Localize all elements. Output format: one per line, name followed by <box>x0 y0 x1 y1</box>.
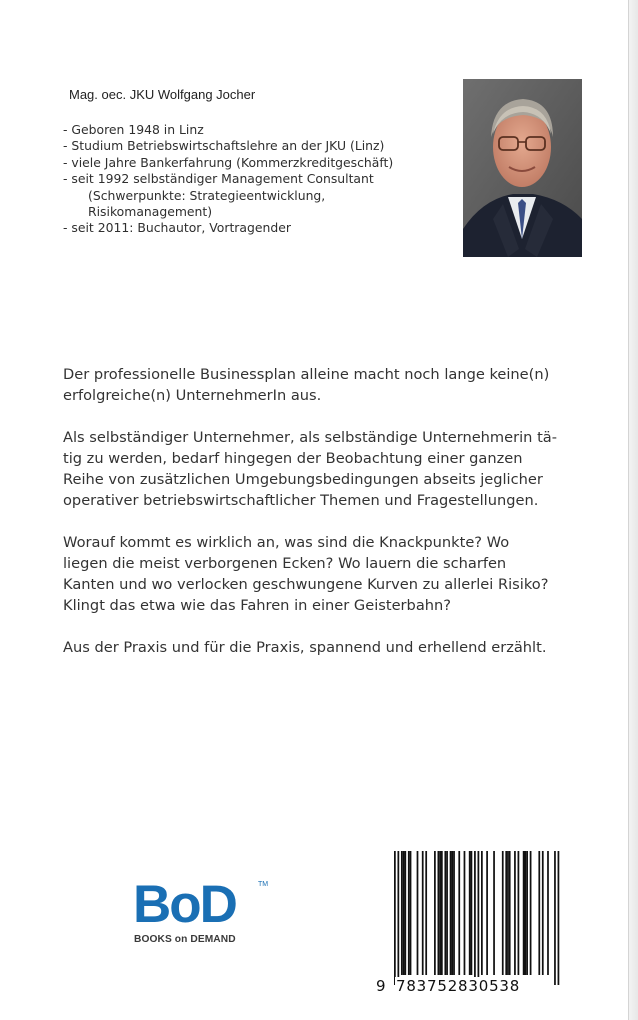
blurb-line: Worauf kommt es wirklich an, was sind die Knackpunkte? Wo <box>63 534 510 551</box>
barcode-bar <box>410 851 412 975</box>
barcode-bar <box>404 851 406 975</box>
bio-item-continuation: (Schwerpunkte: Strategieentwicklung, <box>88 187 326 203</box>
barcode-bar <box>525 851 527 975</box>
barcode-bar <box>554 851 556 985</box>
barcode-bar <box>469 851 471 975</box>
blurb-line: Klingt das etwa wie das Fahren in einer Geisterbahn? <box>63 597 452 614</box>
trademark-symbol: TM <box>258 881 269 888</box>
page-edge <box>628 0 638 1020</box>
bio-item: - Geboren 1948 in Linz <box>63 122 204 137</box>
blurb-line: Als selbständiger Unternehmer, als selbständige Unternehmerin tä- <box>63 429 557 446</box>
barcode-bar <box>425 851 427 975</box>
barcode-bar <box>505 851 507 975</box>
barcode-bar <box>453 851 455 975</box>
bio-item: - viele Jahre Bankerfahrung (Kommerzkreditgeschäft) <box>63 154 394 170</box>
barcode-bar <box>502 851 504 975</box>
barcode-bar <box>408 851 410 975</box>
barcode-bar <box>397 851 399 985</box>
barcode-bars <box>376 851 568 997</box>
barcode-bar <box>493 851 495 975</box>
blurb-line: erfolgreiche(n) UnternehmerIn aus. <box>63 387 322 404</box>
bio-item: - Studium Betriebswirtschaftslehre an der JKU (Linz) <box>63 138 385 154</box>
barcode-bar <box>558 851 560 985</box>
blurb-line: Aus der Praxis und für die Praxis, spannend und erhellend erzählt. <box>63 639 547 656</box>
barcode-bar <box>474 851 476 985</box>
blurb-line: Kanten und wo verlocken geschwungene Kurven zu allerlei Risiko? <box>63 576 549 593</box>
blurb-line: Reihe von zusätzlichen Umgebungsbedingungen abseits jeglicher <box>63 471 543 488</box>
barcode-bar <box>478 851 480 985</box>
barcode-bar <box>509 851 511 975</box>
barcode-bar <box>538 851 540 975</box>
bio-item: - seit 1992 selbständiger Management Consultant <box>63 171 374 187</box>
barcode-bar <box>439 851 441 975</box>
barcode-bar <box>471 851 473 975</box>
blurb-line: liegen die meist verborgenen Ecken? Wo lauern die scharfen <box>63 555 507 572</box>
barcode-bar <box>422 851 424 975</box>
author-photo <box>463 79 582 257</box>
barcode-bar <box>434 851 436 975</box>
bio-item: - seit 2011: Buchautor, Vortragender <box>63 220 291 236</box>
bio-item-continuation: Risikomanagement) <box>88 204 213 220</box>
barcode-bar <box>481 851 483 975</box>
bod-logo-mark: BoD <box>133 875 236 934</box>
barcode-bar <box>458 851 460 975</box>
author-bio <box>63 122 393 237</box>
barcode-bar <box>486 851 488 975</box>
blurb-line: Der professionelle Businessplan alleine macht noch lange keine(n) <box>63 366 550 383</box>
author-name: Mag. oec. JKU Wolfgang Jocher <box>69 87 256 102</box>
barcode-bar <box>394 851 396 985</box>
blurb-paragraph <box>63 637 573 658</box>
publisher-logo <box>133 875 269 950</box>
barcode-bar <box>464 851 466 975</box>
blurb-paragraph <box>63 364 573 406</box>
barcode-bar <box>403 851 405 975</box>
barcode-first-digit: 9 <box>376 977 386 995</box>
barcode-bar <box>542 851 544 975</box>
barcode-bar <box>444 851 446 975</box>
barcode-bar <box>446 851 448 975</box>
isbn-barcode <box>376 851 568 997</box>
publisher-tagline: BOOKS on DEMAND <box>134 934 236 945</box>
barcode-bar <box>523 851 525 975</box>
barcode-bar <box>530 851 532 975</box>
barcode-bar <box>451 851 453 975</box>
barcode-bar <box>441 851 443 975</box>
blurb-paragraph <box>63 427 573 511</box>
barcode-bar <box>518 851 520 975</box>
barcode-bar <box>450 851 452 975</box>
blurb-line: operativer betriebswirtschaftlicher Themen und Fragestellungen. <box>63 492 539 509</box>
barcode-bar <box>401 851 403 975</box>
barcode-bar <box>514 851 516 975</box>
blurb-line: tig zu werden, bedarf hingegen der Beobachtung einer ganzen <box>63 450 523 467</box>
barcode-bar <box>417 851 419 975</box>
barcode-bar <box>507 851 509 975</box>
barcode-bar <box>547 851 549 975</box>
barcode-bar <box>438 851 440 975</box>
back-cover-blurb <box>63 364 573 679</box>
barcode-bar <box>526 851 528 975</box>
barcode-digits: 783752830538 <box>396 977 521 995</box>
blurb-paragraph <box>63 532 573 616</box>
